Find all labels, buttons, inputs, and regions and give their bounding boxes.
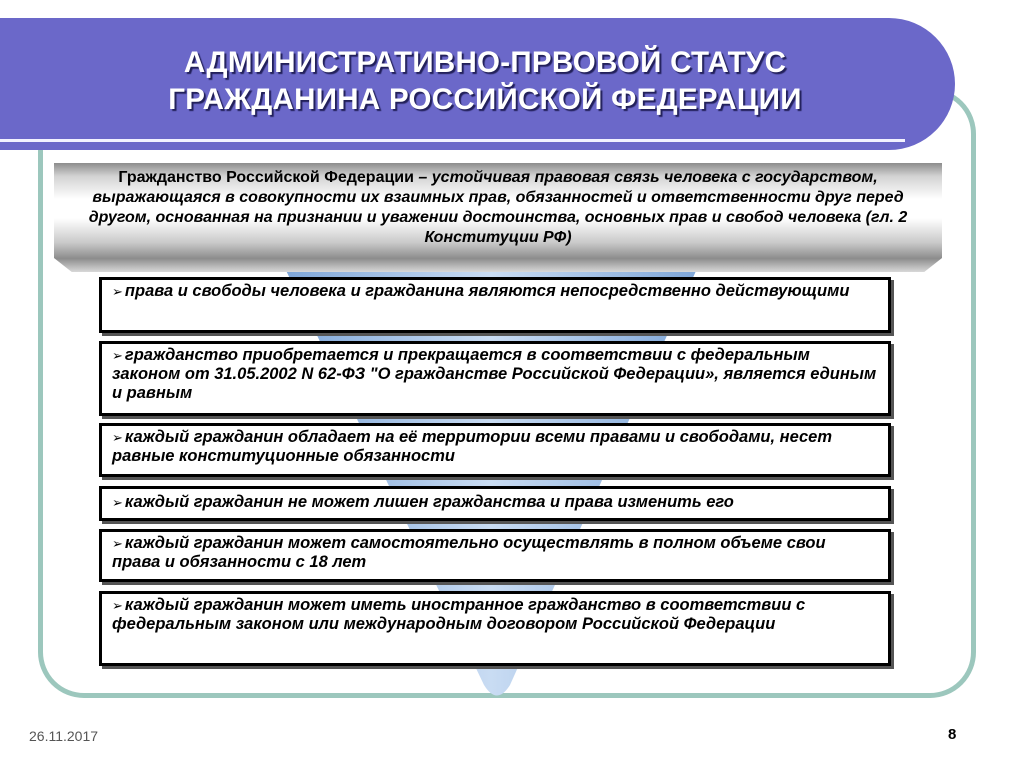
definition-text: – устойчивая правовая связь человека с государством, выражающаяся в совокупности их взаимных прав, обязанностей и ответственности друг перед другом, основанная на признании и уважении достоинства, основных прав и свобод человека (гл. 2 Конституции РФ)	[88, 169, 908, 246]
list-item-text: каждый гражданин не может лишен гражданства и права изменить его	[124, 493, 734, 511]
arrowhead-bullet-icon: ➢	[112, 430, 123, 445]
arrowhead-bullet-icon: ➢	[112, 598, 123, 613]
slide-date: 26.11.2017	[29, 728, 99, 744]
list-item	[99, 423, 891, 477]
arrowhead-bullet-icon: ➢	[112, 348, 123, 363]
title-line-2: ГРАЖДАНИНА РОССИЙСКОЙ ФЕДЕРАЦИИ	[168, 83, 802, 116]
definition-box-shadow	[54, 258, 942, 272]
list-item-text: гражданство приобретается и прекращается в соответствии с федеральным законом от 31.05.2002 N 62-ФЗ "О гражданстве Российской Федерации», является единым и равным	[112, 346, 877, 402]
list-item-text: каждый гражданин может иметь иностранное гражданство в соответствии с федеральным законом или международным договором Российской Федерации	[112, 596, 806, 633]
list-item-text: каждый гражданин может самостоятельно осуществлять в полном объеме свои права и обязанности с 18 лет	[112, 534, 826, 571]
page-number: 8	[948, 726, 957, 743]
definition-term: Гражданство Российской Федерации	[118, 169, 414, 186]
title-line-1: АДМИНИСТРАТИВНО-ПРВОВОЙ СТАТУС	[183, 46, 787, 79]
list-item	[99, 277, 891, 333]
arrowhead-bullet-icon: ➢	[112, 284, 123, 299]
list-item-text: каждый гражданин обладает на её территории всеми правами и свободами, несет равные конституционные обязанности	[112, 428, 833, 465]
list-item	[99, 591, 891, 666]
definition-box	[54, 163, 942, 258]
list-item	[99, 486, 891, 521]
list-item	[99, 341, 891, 416]
list-item	[99, 529, 891, 582]
arrowhead-bullet-icon: ➢	[112, 495, 123, 510]
arrowhead-bullet-icon: ➢	[112, 536, 123, 551]
list-item-text: права и свободы человека и гражданина являются непосредственно действующими	[124, 282, 850, 300]
